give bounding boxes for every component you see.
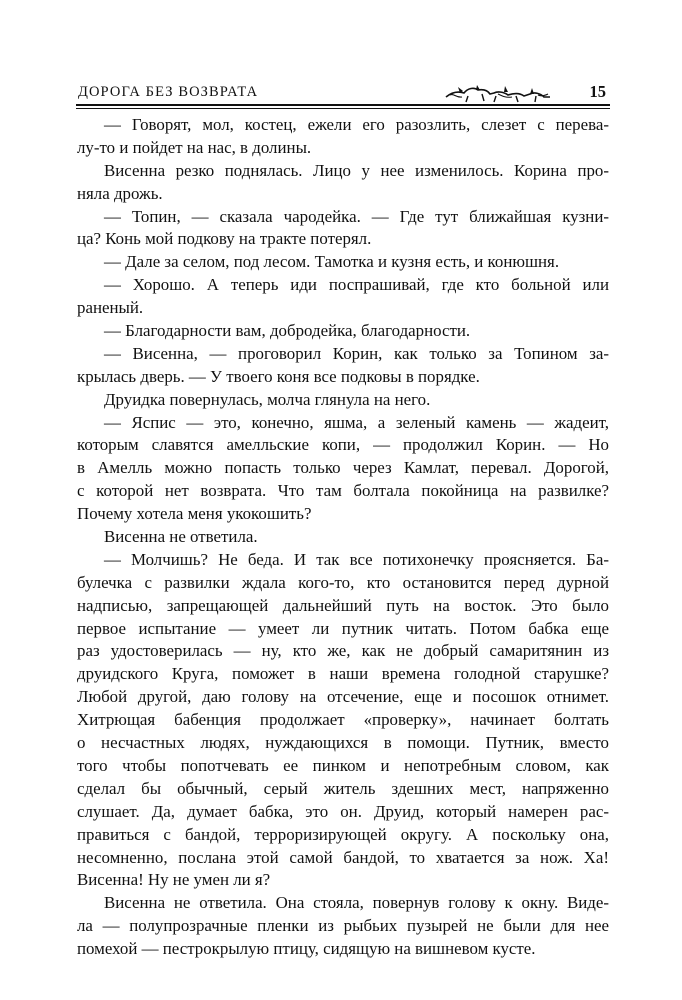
text-line: — Яспис — это, конечно, яшма, а зеленый камень — жадеит, xyxy=(104,412,609,432)
text-line: с которой нет возврата. Что там болтала покойница на развилке? xyxy=(77,481,609,501)
text-line: раз удостоверилась — ну, кто же, как не добрый самаритянин из xyxy=(77,641,609,661)
text-line: друидского Круга, поможет в наши времена голодной старушке? xyxy=(77,664,609,684)
text-line: несомненно, послана этой самой бандой, то хватается за нож. Ха! xyxy=(77,847,609,867)
text-line: о несчастных людях, нуждающихся в помощи. Путник, вместо xyxy=(77,733,609,753)
text-line: которым славятся амелльские копи, — продолжил Корин. — Но xyxy=(77,435,609,455)
text-line: булечка с развилки ждала кого-то, кто остановится перед дурной xyxy=(77,572,609,592)
header-rule-thick xyxy=(76,104,610,106)
header-rule-thin xyxy=(76,108,610,109)
text-line: надписью, запрещающей дальнейший путь на восток. Это было xyxy=(77,595,609,615)
text-line: крылась дверь. — У твоего коня все подковы в порядке. xyxy=(77,366,480,386)
text-line: — Благодарности вам, добродейка, благодарности. xyxy=(104,321,471,341)
text-line: Почему хотела меня укокошить? xyxy=(77,504,312,524)
text-line: сделал бы обычный, серый житель здешних мест, напряженно xyxy=(77,778,609,798)
text-line: — Молчишь? Не беда. И так все потихонечку проясняется. Ба- xyxy=(104,549,609,569)
text-line: Друидка повернулась, молча глянула на него. xyxy=(104,389,431,409)
text-line: Висенна резко поднялась. Лицо у нее изменилось. Корина про- xyxy=(104,160,609,180)
text-line: Висенна не ответила. Она стояла, повернув голову к окну. Виде- xyxy=(104,893,609,913)
text-line: в Амелль можно попасть только через Камлат, перевал. Дорогой, xyxy=(77,458,609,478)
text-line: Висенна! Ну не умен ли я? xyxy=(77,870,271,890)
text-line: — Висенна, — проговорил Корин, как только за Топином за- xyxy=(104,343,609,363)
text-line: Любой другой, даю голову на отсечение, еще и посошок отнимет. xyxy=(77,687,609,707)
text-line: — Дале за селом, под лесом. Тамотка и кузня есть, и конюшня. xyxy=(104,252,560,272)
text-line: няла дрожь. xyxy=(77,183,163,203)
text-line: — Хорошо. А теперь иди поспрашивай, где кто больной или xyxy=(104,275,609,295)
text-line: того чтобы попотчевать ее пинком и непотребным словом, как xyxy=(77,755,609,775)
body-text xyxy=(77,114,609,961)
text-line: Хитрющая бабенция продолжает «проверку», начинает болтать xyxy=(77,710,609,730)
text-line: Висенна не ответила. xyxy=(104,527,258,547)
running-title: ДОРОГА БЕЗ ВОЗВРАТА xyxy=(78,84,259,100)
text-line: правиться с бандой, терроризирующей округу. А поскольку она, xyxy=(77,824,609,844)
page-number: 15 xyxy=(589,82,606,101)
text-line: лу-то и пойдет на нас, в долины. xyxy=(77,137,312,157)
text-line: первое испытание — умеет ли путник читать. Потом бабка еще xyxy=(77,618,609,638)
wolf-ornament-icon xyxy=(438,82,558,104)
text-line: слушает. Да, думает бабка, это он. Друид, который намерен рас- xyxy=(77,801,609,821)
text-line: — Говорят, мол, костец, ежели его разозлить, слезет с перева- xyxy=(104,115,609,134)
text-line: раненый. xyxy=(77,298,144,318)
text-line: помехой — пестрокрылую птицу, сидящую на вишневом кусте. xyxy=(77,939,536,959)
running-header xyxy=(76,82,610,108)
text-line: — Топин, — сказала чародейка. — Где тут ближайшая кузни- xyxy=(104,206,609,226)
text-line: ца? Конь мой подкову на тракте потерял. xyxy=(77,229,372,249)
text-line: ла — полупрозрачные пленки из рыбьих пузырей не были для нее xyxy=(77,916,609,936)
